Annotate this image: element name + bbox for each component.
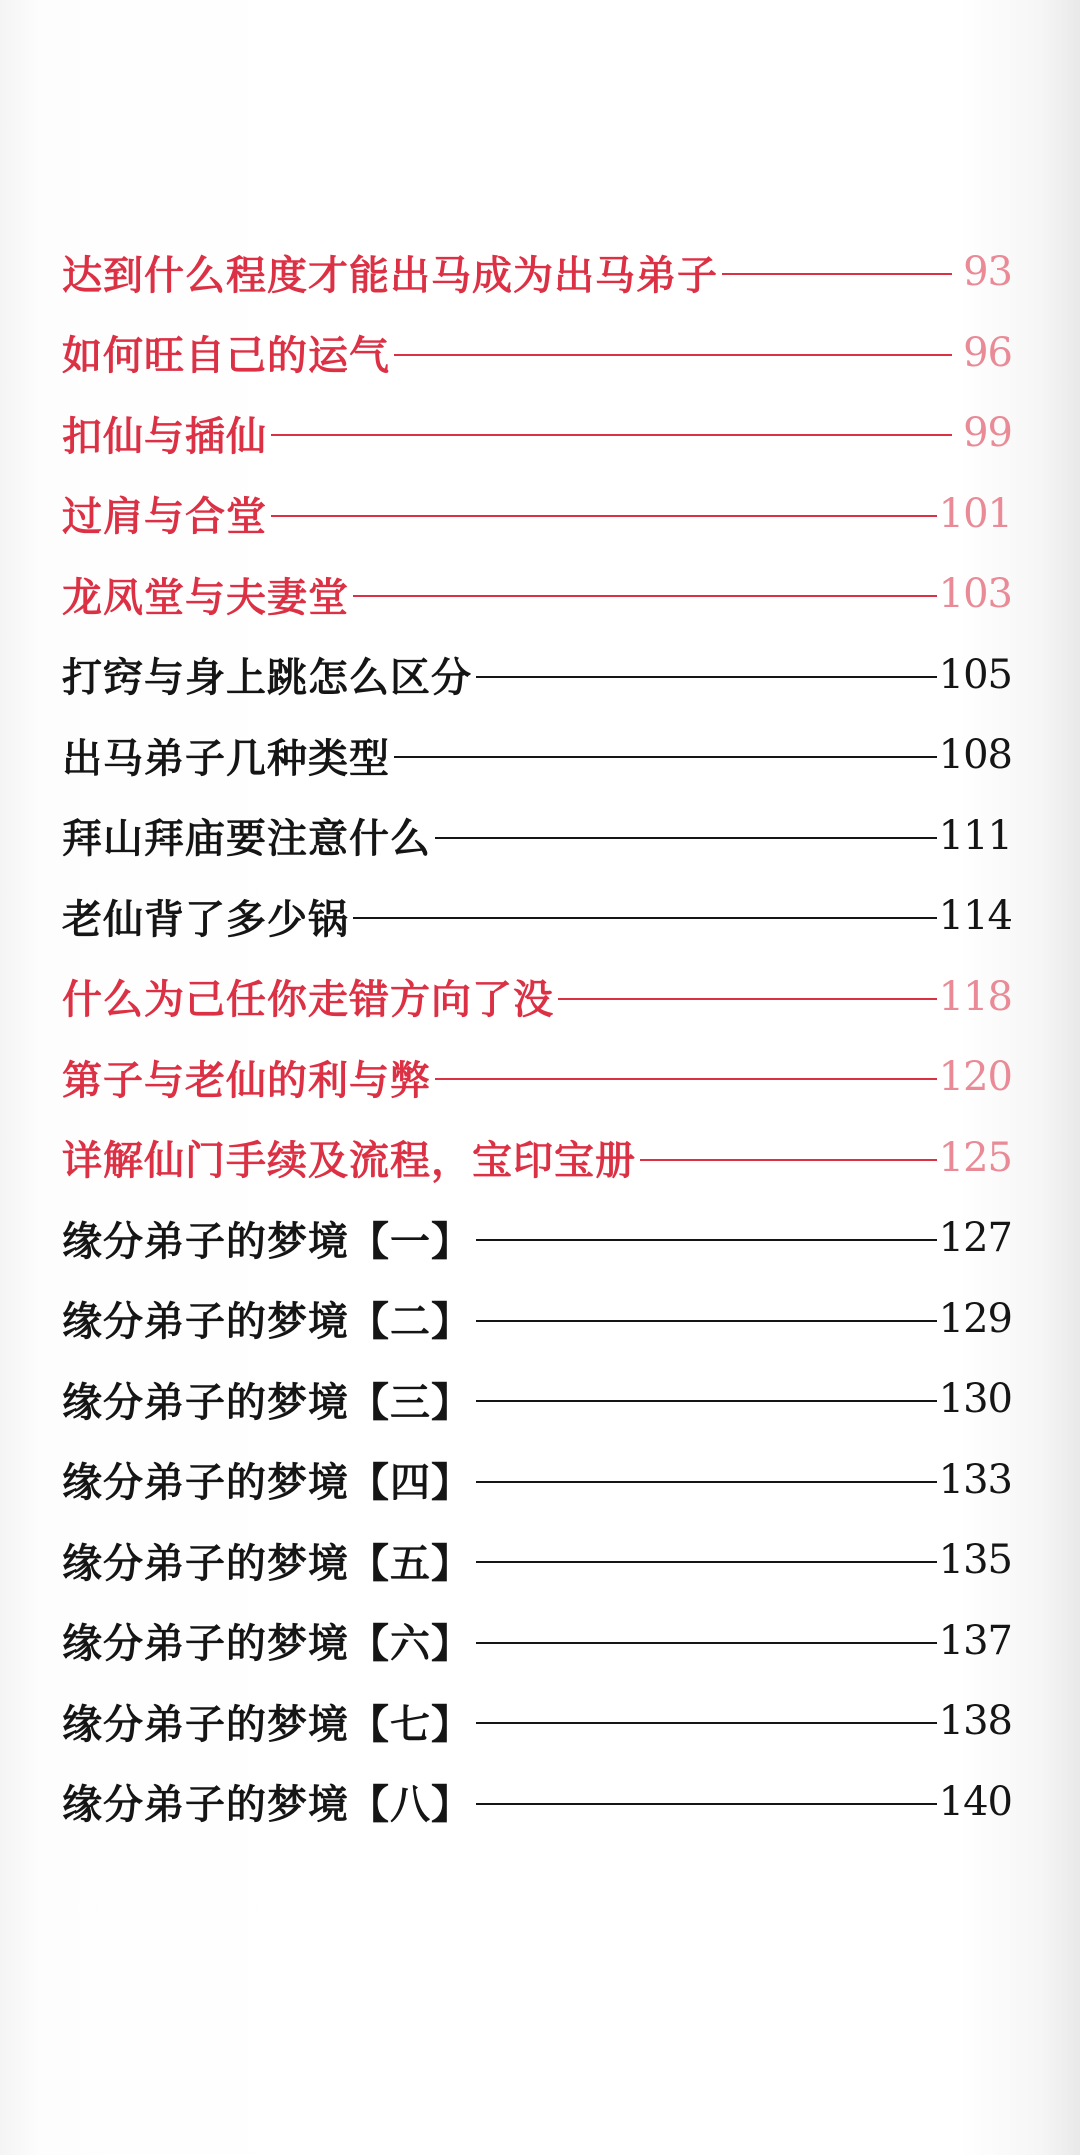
toc-entry-title: 扣仙与插仙 — [62, 413, 267, 460]
table-of-contents — [62, 232, 1012, 1842]
toc-leader-line — [476, 1642, 937, 1644]
toc-entry-title: 什么为己任你走错方向了没 — [62, 977, 554, 1024]
toc-leader-line — [476, 1481, 937, 1483]
toc-entry-title: 如何旺自己的运气 — [62, 333, 390, 380]
toc-entry — [62, 313, 1012, 394]
toc-entry — [62, 1037, 1012, 1118]
toc-entry — [62, 957, 1012, 1038]
toc-leader-line — [476, 1400, 937, 1402]
toc-entry — [62, 393, 1012, 474]
toc-leader-line — [435, 837, 937, 839]
toc-entry-page-number: 140 — [938, 1778, 1012, 1825]
toc-entry-page-number: 135 — [938, 1537, 1012, 1584]
toc-leader-line — [558, 998, 937, 1000]
toc-entry-page-number: 99 — [963, 410, 1012, 457]
toc-leader-line — [722, 273, 952, 275]
toc-entry-page-number: 129 — [938, 1295, 1012, 1342]
toc-entry — [62, 1762, 1012, 1843]
toc-entry-title: 缘分弟子的梦境【六】 — [62, 1621, 472, 1668]
toc-entry-title: 缘分弟子的梦境【三】 — [62, 1379, 472, 1426]
toc-entry-page-number: 127 — [938, 1215, 1012, 1262]
toc-entry-page-number: 111 — [938, 812, 1012, 859]
toc-entry-title: 拜山拜庙要注意什么 — [62, 816, 431, 863]
toc-entry-page-number: 93 — [963, 249, 1012, 296]
toc-leader-line — [476, 676, 937, 678]
toc-leader-line — [394, 354, 952, 356]
toc-entry-page-number: 105 — [938, 651, 1012, 698]
toc-entry — [62, 635, 1012, 716]
toc-leader-line — [476, 1239, 937, 1241]
toc-entry-title: 老仙背了多少锅 — [62, 896, 349, 943]
toc-entry — [62, 1601, 1012, 1682]
toc-leader-line — [640, 1159, 937, 1161]
toc-leader-line — [435, 1078, 937, 1080]
toc-entry — [62, 474, 1012, 555]
toc-entry — [62, 554, 1012, 635]
toc-entry-page-number: 108 — [938, 732, 1012, 779]
toc-entry-title: 缘分弟子的梦境【四】 — [62, 1460, 472, 1507]
toc-leader-line — [353, 917, 937, 919]
toc-leader-line — [476, 1722, 937, 1724]
toc-entry — [62, 1279, 1012, 1360]
toc-entry — [62, 232, 1012, 313]
toc-entry-page-number: 118 — [938, 973, 1012, 1020]
toc-entry — [62, 1198, 1012, 1279]
toc-entry-page-number: 96 — [963, 329, 1012, 376]
toc-entry — [62, 1440, 1012, 1521]
toc-leader-line — [394, 756, 937, 758]
toc-entry-title: 缘分弟子的梦境【一】 — [62, 1218, 472, 1265]
toc-entry — [62, 876, 1012, 957]
toc-entry-title: 打窍与身上跳怎么区分 — [62, 655, 472, 702]
toc-entry-title: 缘分弟子的梦境【八】 — [62, 1782, 472, 1829]
toc-entry-title: 缘分弟子的梦境【七】 — [62, 1701, 472, 1748]
toc-entry — [62, 1681, 1012, 1762]
toc-entry — [62, 796, 1012, 877]
toc-leader-line — [476, 1803, 937, 1805]
toc-entry-page-number: 138 — [938, 1698, 1012, 1745]
toc-leader-line — [476, 1561, 937, 1563]
toc-entry-page-number: 137 — [938, 1617, 1012, 1664]
toc-entry-page-number: 101 — [938, 490, 1012, 537]
toc-leader-line — [476, 1320, 937, 1322]
toc-entry-page-number: 103 — [938, 571, 1012, 618]
toc-entry-page-number: 120 — [938, 1054, 1012, 1101]
toc-leader-line — [271, 515, 937, 517]
toc-entry — [62, 1118, 1012, 1199]
toc-entry-title: 详解仙门手续及流程，宝印宝册 — [62, 1138, 636, 1185]
toc-leader-line — [271, 434, 952, 436]
toc-entry-title: 缘分弟子的梦境【二】 — [62, 1299, 472, 1346]
toc-entry-title: 达到什么程度才能出马成为出马弟子 — [62, 252, 718, 299]
toc-entry-title: 龙凤堂与夫妻堂 — [62, 574, 349, 621]
toc-entry-page-number: 133 — [938, 1456, 1012, 1503]
toc-entry-page-number: 114 — [938, 893, 1012, 940]
toc-entry — [62, 1520, 1012, 1601]
toc-entry-title: 缘分弟子的梦境【五】 — [62, 1540, 472, 1587]
toc-leader-line — [353, 595, 937, 597]
toc-entry-title: 第子与老仙的利与弊 — [62, 1057, 431, 1104]
toc-entry-page-number: 130 — [938, 1376, 1012, 1423]
toc-entry — [62, 715, 1012, 796]
toc-entry-title: 出马弟子几种类型 — [62, 735, 390, 782]
toc-entry — [62, 1359, 1012, 1440]
toc-entry-page-number: 125 — [938, 1134, 1012, 1181]
toc-entry-title: 过肩与合堂 — [62, 494, 267, 541]
